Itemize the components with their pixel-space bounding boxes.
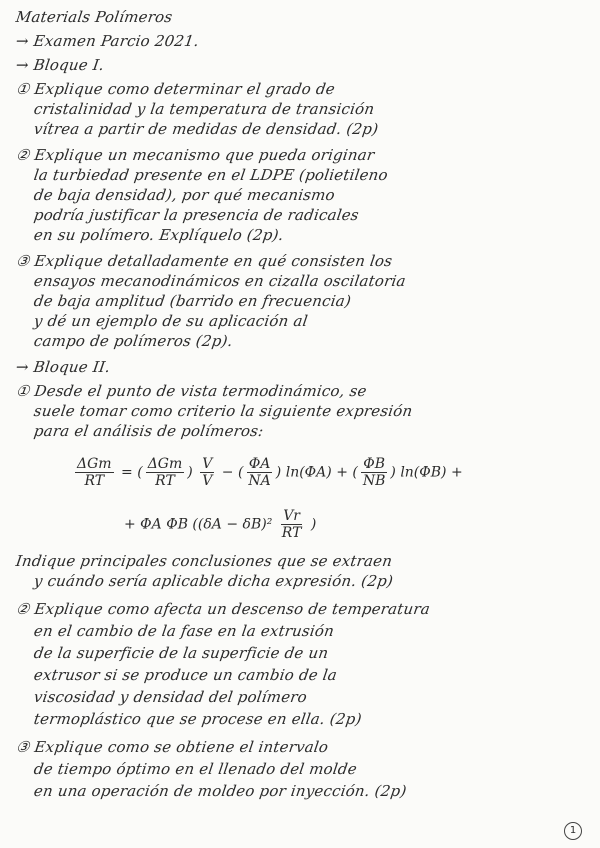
formula-second-line: + ΦA ΦB ((δA − δB)² $\frac{Vr}{RT}$ ) <box>124 508 317 541</box>
b2-q1-followup-line1: Indique principales conclusiones que se extraen <box>14 552 394 570</box>
b2-q2-line2: en el cambio de la fase en la extrusión <box>32 622 336 640</box>
b2-q3-line2: de tiempo óptimo en el llenado del molde <box>32 760 359 778</box>
b1-q3-line4: y dé un ejemplo de su aplicación al <box>32 312 309 330</box>
b1-q3-line5: campo de polímeros (2p). <box>32 332 234 350</box>
block1-title: → Bloque I. <box>14 56 106 74</box>
phi-b-fraction: $\frac{\Phi B}{NB}$ <box>362 456 386 489</box>
b2-q2-line6: termoplástico que se procese en ella. (2p) <box>32 710 363 728</box>
page-number: 1 <box>564 822 582 840</box>
b2-q2-line3: de la superficie de la superficie de un <box>32 644 330 662</box>
term1-fraction: $\frac{\text{ΔGm}}{RT}$ <box>147 456 183 489</box>
b1-q2-line1: ② Explique un mecanismo que pueda originar <box>14 146 376 164</box>
b2-q1-line3: para el análisis de polímeros: <box>32 422 265 440</box>
b2-q3-line1: ③ Explique como se obtiene el intervalo <box>14 738 330 756</box>
b2-q2-line1: ② Explique como afecta un descenso de temperatura <box>14 600 432 618</box>
b1-q2-line2: la turbiedad presente en el LDPE (polietileno <box>32 166 390 184</box>
b1-q3-line3: de baja amplitud (barrido en frecuencia) <box>32 292 353 310</box>
b2-q1-line1: ① Desde el punto de vista termodinámico, se <box>14 382 368 400</box>
vr-fraction: $\frac{Vr}{RT}$ <box>281 508 302 541</box>
subject-title: Materials Polímeros <box>14 8 174 26</box>
b1-q2-line4: podría justificar la presencia de radicales <box>32 206 361 224</box>
volume-fraction: $\frac{V}{V}$ <box>202 456 213 489</box>
b1-q2-line5: en su polímero. Explíquelo (2p). <box>32 226 285 244</box>
block2-title: → Bloque II. <box>14 358 112 376</box>
b1-q1-line1: ① Explique como determinar el grado de <box>14 80 337 98</box>
b2-q2-line5: viscosidad y densidad del polímero <box>32 688 309 706</box>
exam-title: → Examen Parcio 2021. <box>14 32 201 50</box>
b2-q3-line3: en una operación de moldeo por inyección. (2p) <box>32 782 408 800</box>
flory-huggins-formula: $\frac{\text{ΔGm}}{RT}$ = ( $\frac{\text{ΔGm}}{RT}$ ) $\frac{V}{V}$ − ( $\frac{\Phi A}{NA}$ ) ln(ΦA) + ( $\frac{\Phi B}{NB}$ ) ln(ΦB) + <box>77 456 463 489</box>
b2-q2-line4: extrusor si se produce un cambio de la <box>32 666 339 684</box>
b1-q2-line3: de baja densidad), por qué mecanismo <box>32 186 337 204</box>
b2-q1-line2: suele tomar como criterio la siguiente expresión <box>32 402 414 420</box>
b1-q1-line2: cristalinidad y la temperatura de transición <box>32 100 376 118</box>
b1-q3-line1: ③ Explique detalladamente en qué consisten los <box>14 252 394 270</box>
lhs-fraction: $\frac{\text{ΔGm}}{RT}$ <box>77 456 112 489</box>
b2-q1-followup-line2: y cuándo sería aplicable dicha expresión. (2p) <box>32 572 395 590</box>
b1-q3-line2: ensayos mecanodinámicos en cizalla oscilatoria <box>32 272 407 290</box>
phi-a-fraction: $\frac{\Phi A}{NA}$ <box>248 456 271 489</box>
b1-q1-line3: vítrea a partir de medidas de densidad. (2p) <box>32 120 380 138</box>
